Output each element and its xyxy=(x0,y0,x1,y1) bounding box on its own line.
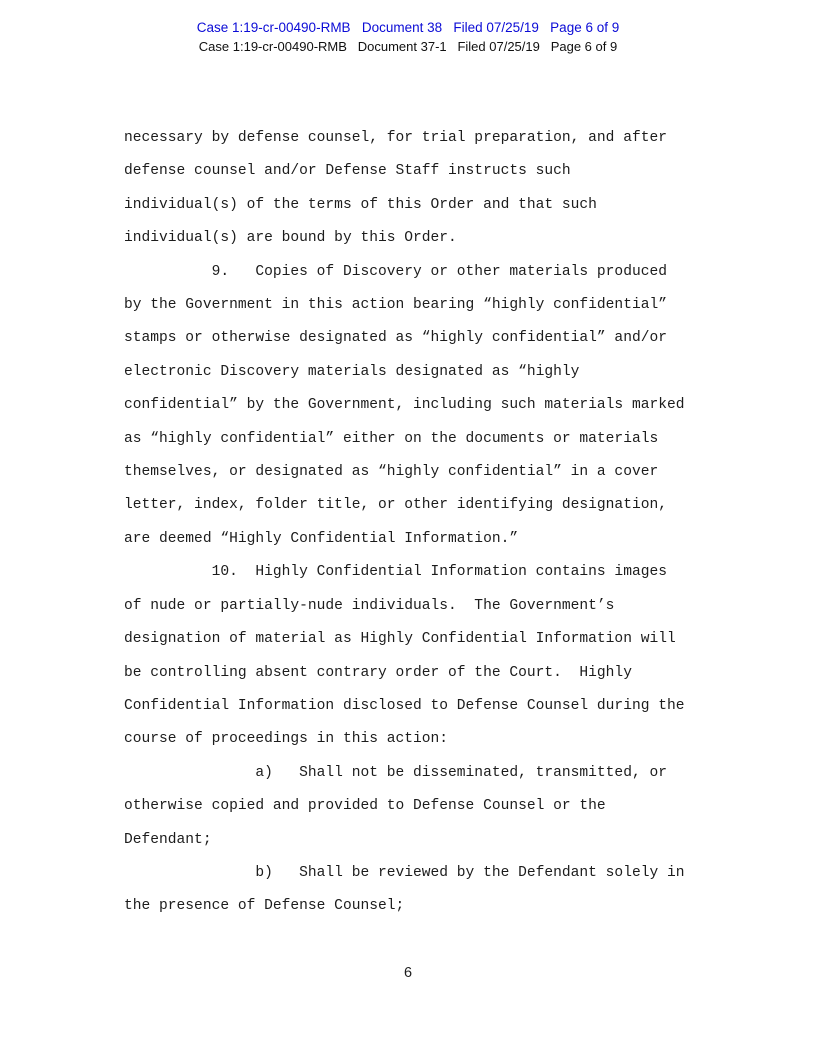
ecf-stamp-line-document-38: Case 1:19-cr-00490-RMB Document 38 Filed 07/25/19 Page 6 of 9 xyxy=(196,20,620,35)
body-line: individual(s) are bound by this Order. xyxy=(124,230,457,247)
body-line: designation of material as Highly Confidential Information will xyxy=(124,631,676,648)
ecf-stamp-line-document-37-1: Case 1:19-cr-00490-RMB Document 37-1 Filed 07/25/19 Page 6 of 9 xyxy=(198,39,618,54)
body-line: necessary by defense counsel, for trial preparation, and after xyxy=(124,130,667,146)
body-line: of nude or partially-nude individuals. The Government’s xyxy=(124,597,615,614)
body-line-paragraph-10: 10. Highly Confidential Information contains images xyxy=(124,564,667,581)
body-line: the presence of Defense Counsel; xyxy=(124,898,405,915)
body-line: letter, index, folder title, or other identifying designation, xyxy=(124,497,667,514)
body-line: Defendant; xyxy=(124,831,212,848)
body-line: stamps or otherwise designated as “highly confidential” and/or xyxy=(124,330,667,347)
case-caption-header xyxy=(0,18,816,56)
document-body xyxy=(124,122,704,924)
body-line: individual(s) of the terms of this Order and that such xyxy=(124,196,597,213)
body-line: electronic Discovery materials designated as “highly xyxy=(124,363,580,380)
body-line: otherwise copied and provided to Defense Counsel or the xyxy=(124,798,606,815)
body-line: Confidential Information disclosed to Defense Counsel during the xyxy=(124,697,685,714)
body-line-paragraph-9: 9. Copies of Discovery or other materials produced xyxy=(124,263,667,280)
body-line: course of proceedings in this action: xyxy=(124,731,449,748)
body-line: as “highly confidential” either on the documents or materials xyxy=(124,430,659,447)
body-line: confidential” by the Government, including such materials marked xyxy=(124,397,685,414)
body-line-subparagraph-a: a) Shall not be disseminated, transmitted, or xyxy=(124,764,667,781)
body-line: by the Government in this action bearing “highly confidential” xyxy=(124,297,667,314)
page-number: 6 xyxy=(403,966,413,982)
body-line: defense counsel and/or Defense Staff instructs such xyxy=(124,163,571,180)
body-line: be controlling absent contrary order of the Court. Highly xyxy=(124,664,632,681)
body-line-subparagraph-b: b) Shall be reviewed by the Defendant solely in xyxy=(124,864,685,881)
body-line: are deemed “Highly Confidential Information.” xyxy=(124,530,519,547)
body-line: themselves, or designated as “highly confidential” in a cover xyxy=(124,464,659,481)
